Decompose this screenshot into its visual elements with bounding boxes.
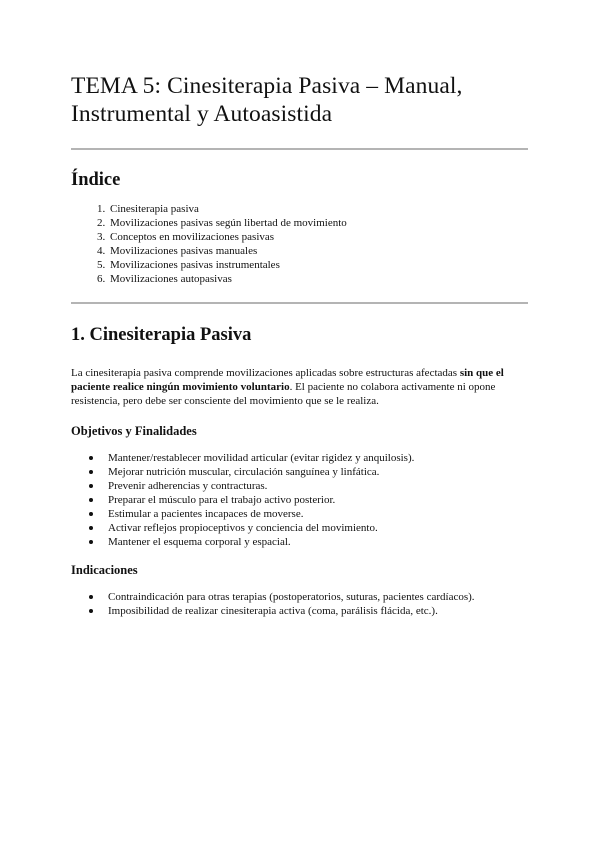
list-item-text: Mantener el esquema corporal y espacial.	[108, 536, 291, 548]
list-item-text: Preparar el músculo para el trabajo activo posterior.	[108, 494, 336, 506]
intro-text-end: . El paciente no colabora activamente ni opone resistencia, pero debe ser consciente del movimiento que se le realiza.	[71, 381, 496, 407]
index-heading: Índice	[71, 170, 121, 190]
bullet-icon	[89, 526, 93, 530]
list-item	[108, 465, 528, 479]
list-item-text: Imposibilidad de realizar cinesiterapia activa (coma, parálisis flácida, etc.).	[108, 605, 438, 617]
bullet-icon	[89, 470, 93, 474]
section-heading: 1. Cinesiterapia Pasiva	[71, 325, 252, 345]
bullet-icon	[89, 540, 93, 544]
bullet-icon	[89, 595, 93, 599]
index-item: 3. Conceptos en movilizaciones pasivas	[108, 230, 528, 244]
intro-emphasis: sin que el paciente realice ningún movimiento voluntario	[71, 367, 504, 393]
list-item-text: Prevenir adherencias y contracturas.	[108, 480, 268, 492]
list-item-text: Mantener/restablecer movilidad articular (evitar rigidez y anquilosis).	[108, 452, 415, 464]
list-item	[108, 535, 528, 549]
indications-heading: Indicaciones	[71, 563, 138, 577]
index-item: 1. Cinesiterapia pasiva	[108, 202, 528, 216]
list-item	[108, 493, 528, 507]
index-item: 4. Movilizaciones pasivas manuales	[108, 244, 528, 258]
objectives-heading: Objetivos y Finalidades	[71, 424, 197, 438]
bullet-icon	[89, 512, 93, 516]
list-item	[108, 521, 528, 535]
intro-paragraph	[71, 366, 528, 408]
list-item	[108, 604, 528, 618]
index-list	[71, 202, 528, 286]
indications-list	[71, 590, 528, 618]
document-title: TEMA 5: Cinesiterapia Pasiva – Manual, Instrumental y Autoasistida	[71, 73, 463, 127]
list-item	[108, 590, 528, 604]
bullet-icon	[89, 498, 93, 502]
index-item: 5. Movilizaciones pasivas instrumentales	[108, 258, 528, 272]
list-item	[108, 507, 528, 521]
bullet-icon	[89, 484, 93, 488]
list-item-text: Activar reflejos propioceptivos y conciencia del movimiento.	[108, 522, 378, 534]
list-item-text: Estimular a pacientes incapaces de moverse.	[108, 508, 304, 520]
intro-text: La cinesiterapia pasiva comprende movilizaciones aplicadas sobre estructuras afectadas	[71, 367, 460, 379]
index-item: 6. Movilizaciones autopasivas	[108, 272, 528, 286]
list-item-text: Mejorar nutrición muscular, circulación sanguínea y linfática.	[108, 466, 380, 478]
list-item-text: Contraindicación para otras terapias (postoperatorios, suturas, pacientes cardíacos).	[108, 591, 475, 603]
index-divider	[71, 302, 528, 304]
list-item	[108, 451, 528, 465]
bullet-icon	[89, 609, 93, 613]
bullet-icon	[89, 456, 93, 460]
title-divider	[71, 148, 528, 150]
list-item	[108, 479, 528, 493]
objectives-list	[71, 451, 528, 549]
index-item: 2. Movilizaciones pasivas según libertad de movimiento	[108, 216, 528, 230]
